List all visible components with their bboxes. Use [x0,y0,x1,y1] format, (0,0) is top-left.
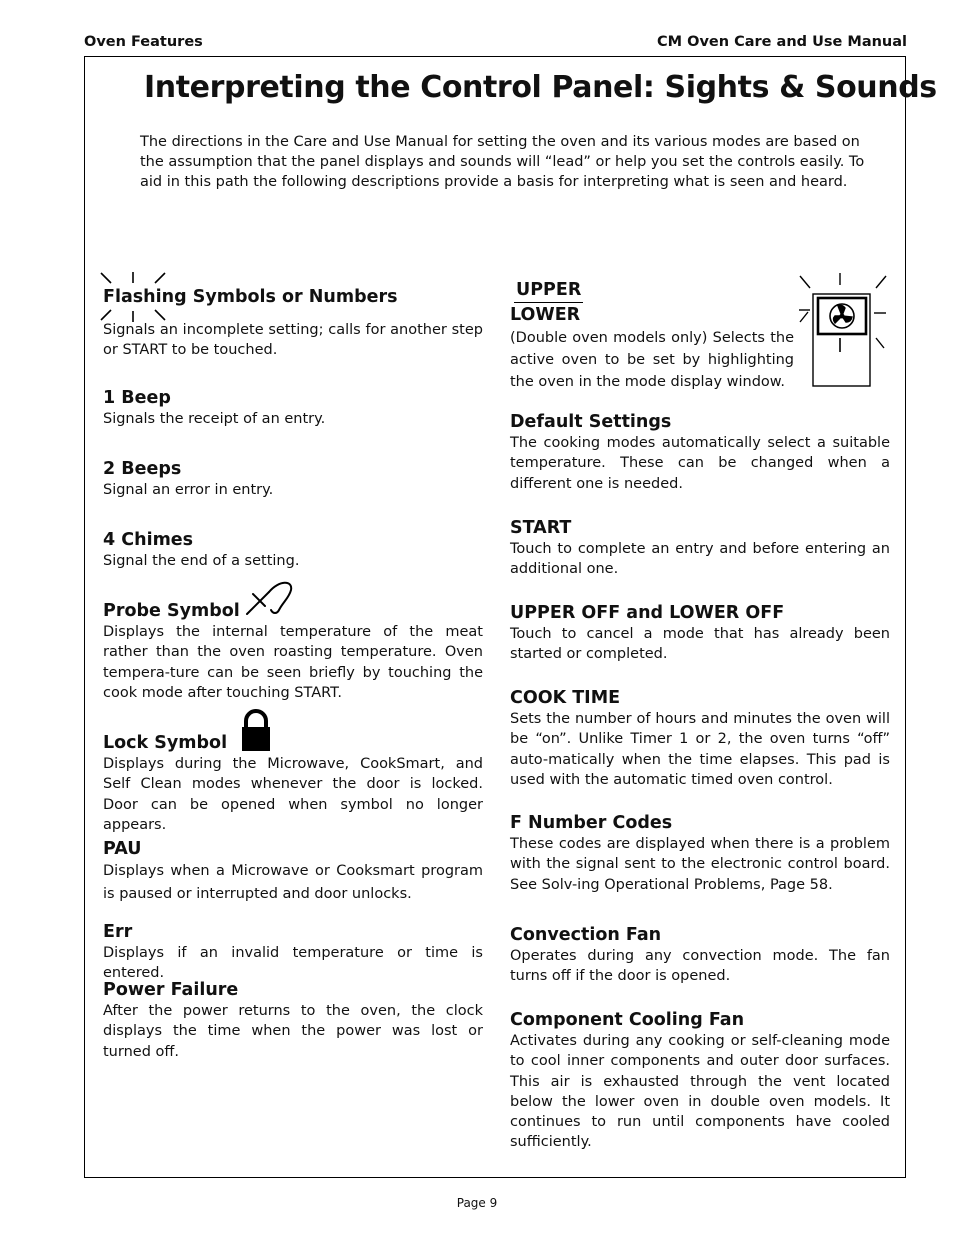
section-lock-symbol [103,732,483,835]
body-flashing-symbols: Signals an incomplete setting; calls for another step or START to be touched. [103,322,483,359]
body-4-chimes: Signal the end of a setting. [103,553,300,569]
heading-convection-fan: Convection Fan [510,925,662,945]
page-title: Interpreting the Control Panel: Sights & Sounds [144,70,937,105]
body-upper-lower: (Double oven models only) Selects the active oven to be set by highlighting the oven in the mode display window. [510,330,794,390]
body-lock-symbol: Displays during the Microwave, CookSmart, and Self Clean modes whenever the door is locked. Door can be opened when symbol no longer appears. [103,756,483,833]
probe-icon [245,578,297,616]
heading-component-cooling-fan: Component Cooling Fan [510,1010,745,1030]
heading-lower: LOWER [510,305,581,325]
heading-upper: UPPER [514,279,583,303]
section-pau [103,838,483,906]
manual-title: CM Oven Care and Use Manual [657,34,907,50]
body-convection-fan: Operates during any convection mode. The fan turns off if the door is opened. [510,948,890,985]
section-power-failure [103,979,483,1062]
body-start: Touch to complete an entry and before entering an additional one. [510,541,890,578]
heading-probe-symbol: Probe Symbol [103,601,240,621]
body-2-beeps: Signal an error in entry. [103,482,274,498]
body-default-settings: The cooking modes automatically select a suitable temperature. These can be changed when a different one is needed. [510,435,890,492]
page-number: Page 9 [456,1196,498,1210]
heading-1-beep: 1 Beep [103,388,171,408]
heading-default-settings: Default Settings [510,412,672,432]
heading-4-chimes: 4 Chimes [103,530,194,550]
body-cook-time: Sets the number of hours and minutes the oven will be “on”. Unlike Timer 1 or 2, the oven turns “off” auto-matically when the time elapses. This pad is used with the automatic timed oven control. [510,711,890,788]
heading-power-failure: Power Failure [103,980,239,1000]
section-flashing-symbols [103,286,483,361]
heading-f-number-codes: F Number Codes [510,813,673,833]
body-f-number-codes: These codes are displayed when there is a problem with the signal sent to the electronic control board. See Solv-ing Operational Problems, Page 58. [510,836,890,893]
heading-pau: PAU [103,839,142,859]
section-4-chimes [103,529,483,571]
body-probe-symbol: Displays the internal temperature of the meat rather than the oven roasting temperature. Oven tempera-ture can be seen briefly by touching the cook mode after touching START. [103,624,483,701]
fan-icon [798,272,890,388]
section-start [510,517,890,580]
section-label: Oven Features [84,34,203,50]
intro-paragraph: The directions in the Care and Use Manual for setting the oven and its various modes are based on the assumption that the panel displays and sounds will “lead” or help you set the controls easily. To aid in this path the following descriptions provide a basis for interpreting what is seen and heard. [140,134,865,190]
heading-cook-time: COOK TIME [510,688,621,708]
section-f-number-codes [510,812,890,895]
heading-flashing-symbols: Flashing Symbols or Numbers [103,287,398,307]
lock-icon [239,708,273,752]
section-upper-off-lower-off [510,602,890,665]
body-err: Displays if an invalid temperature or time is entered. [103,945,483,982]
body-power-failure: After the power returns to the oven, the clock displays the time when the power was lost or turned off. [103,1003,483,1060]
section-component-cooling-fan [510,1009,890,1153]
heading-err: Err [103,922,133,942]
body-component-cooling-fan: Activates during any cooking or self-cleaning mode to cool inner components and outer door surfaces. This air is exhausted through the vent located below the lower oven in double oven models. It continues to run until components have cooled sufficiently. [510,1033,890,1151]
section-convection-fan [510,924,890,987]
body-upper-off-lower-off: Touch to cancel a mode that has already been started or completed. [510,626,890,663]
heading-start: START [510,518,572,538]
heading-lock-symbol: Lock Symbol [103,733,228,753]
section-default-settings [510,411,890,494]
section-cook-time [510,687,890,790]
section-2-beeps [103,458,483,500]
body-pau: Displays when a Microwave or Cooksmart program is paused or interrupted and door unlocks. [103,863,483,902]
section-err [103,921,483,984]
body-1-beep: Signals the receipt of an entry. [103,411,326,427]
heading-upper-off-lower-off: UPPER OFF and LOWER OFF [510,603,785,623]
heading-2-beeps: 2 Beeps [103,459,182,479]
section-1-beep [103,387,483,429]
